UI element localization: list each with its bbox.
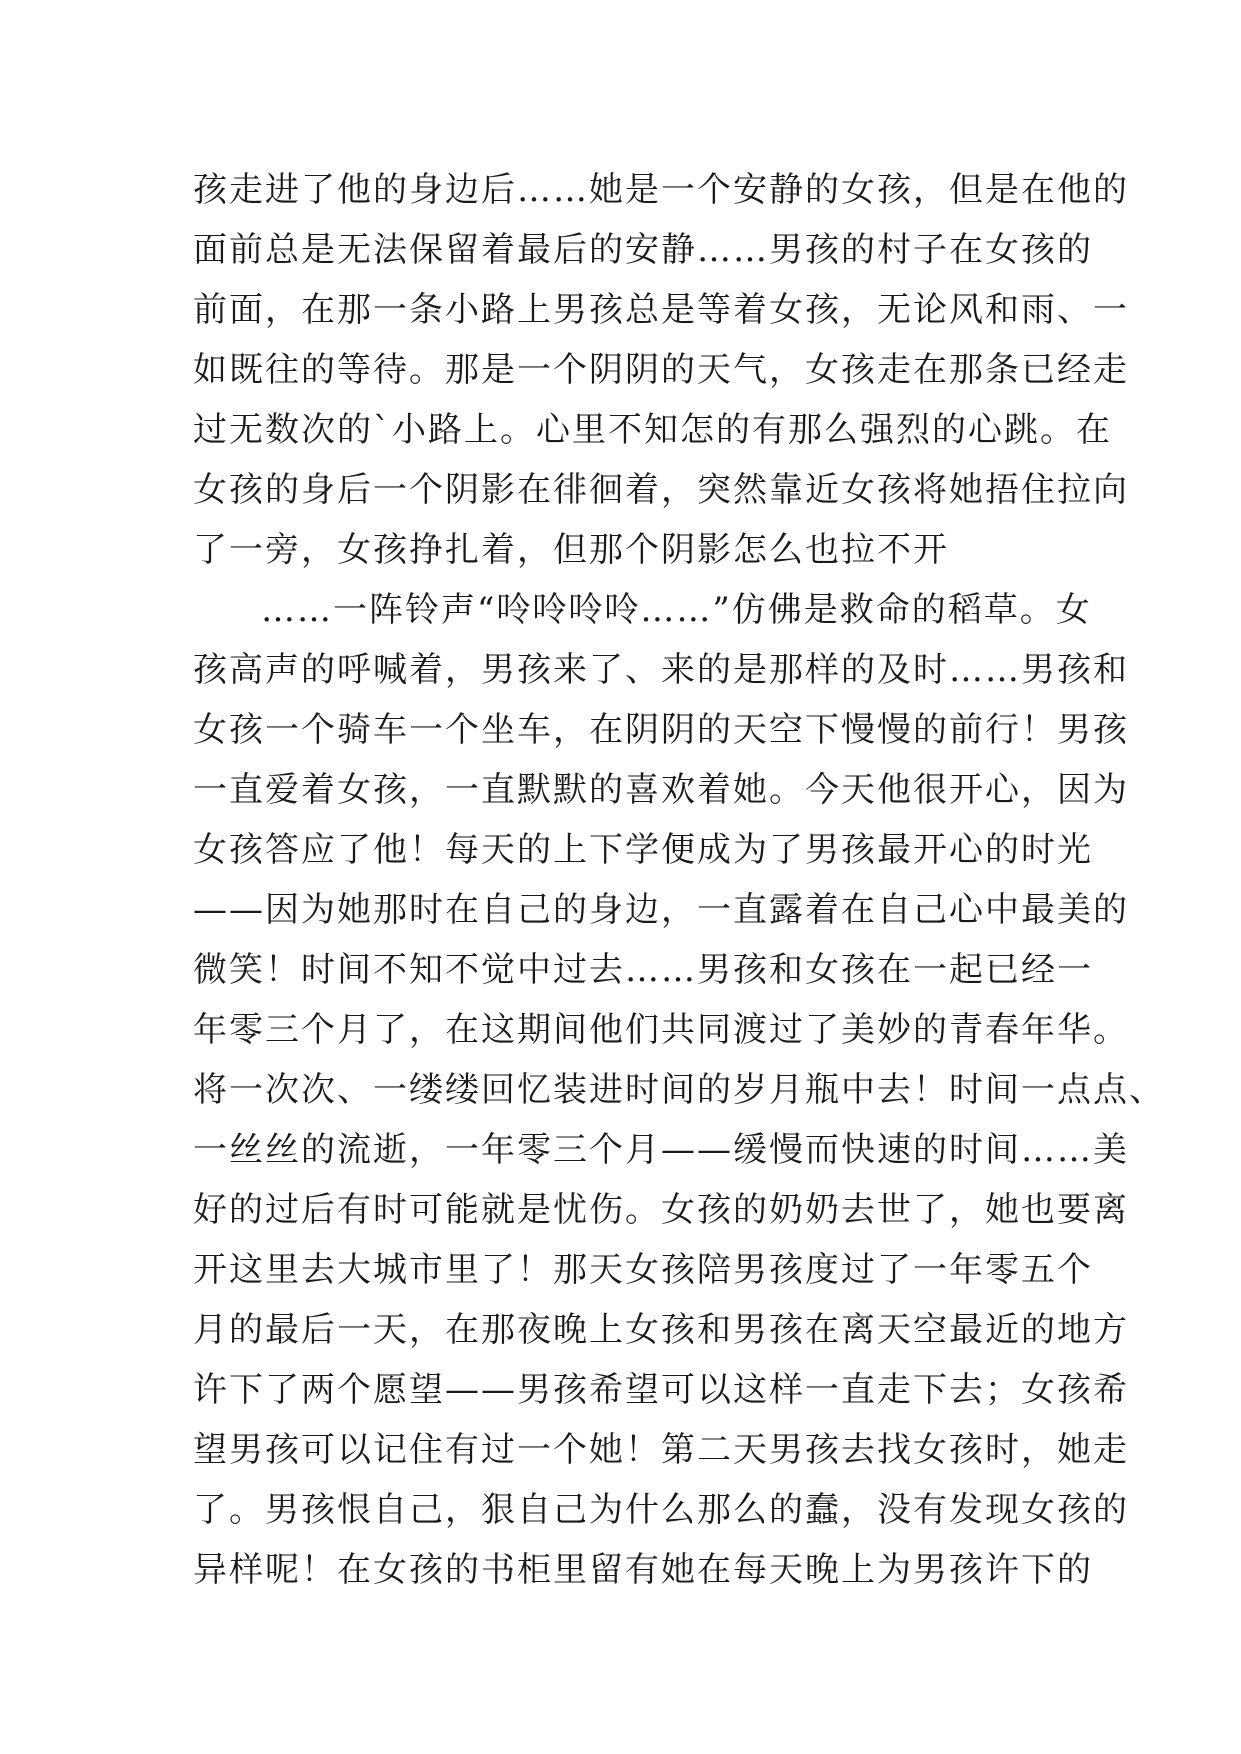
text-line: 了一旁，女孩挣扎着，但那个阴影怎么也拉不开 [193, 530, 949, 570]
text-line: 将一次次、一缕缕回忆装进时间的岁月瓶中去！时间一点点、 [193, 1070, 1165, 1110]
text-line: 过无数次的`小路上。心里不知怎的有那么强烈的心跳。在 [193, 410, 1112, 450]
text-line: ——因为她那时在自己的身边，一直露着在自己心中最美的 [193, 890, 1129, 930]
body-text [193, 160, 1165, 1600]
text-line: 望男孩可以记住有过一个她！第二天男孩去找女孩时，她走 [193, 1430, 1129, 1470]
text-line: 一直爱着女孩，一直默默的喜欢着她。今天他很开心，因为 [193, 770, 1129, 810]
text-line: 了。男孩恨自己，狠自己为什么那么的蠢，没有发现女孩的 [193, 1490, 1129, 1530]
text-line: 一丝丝的流逝，一年零三个月——缓慢而快速的时间……美 [193, 1130, 1129, 1170]
text-line: 年零三个月了，在这期间他们共同渡过了美妙的青春年华。 [193, 1010, 1129, 1050]
text-line: 好的过后有时可能就是忧伤。女孩的奶奶去世了，她也要离 [193, 1190, 1129, 1230]
text-line: 开这里去大城市里了！那天女孩陪男孩度过了一年零五个 [193, 1250, 1093, 1290]
text-line: 月的最后一天，在那夜晚上女孩和男孩在离天空最近的地方 [193, 1310, 1129, 1350]
text-line: 面前总是无法保留着最后的安静……男孩的村子在女孩的 [193, 230, 1093, 270]
text-line: 孩走进了他的身边后……她是一个安静的女孩，但是在他的 [193, 170, 1129, 210]
text-line: 许下了两个愿望——男孩希望可以这样一直走下去；女孩希 [193, 1370, 1129, 1410]
text-line: 女孩的身后一个阴影在徘徊着，突然靠近女孩将她捂住拉向 [193, 470, 1129, 510]
text-line: 异样呢！在女孩的书柜里留有她在每天晚上为男孩许下的 [193, 1550, 1093, 1590]
text-line: 如既往的等待。那是一个阴阴的天气，女孩走在那条已经走 [193, 350, 1129, 390]
text-line: 前面，在那一条小路上男孩总是等着女孩，无论风和雨、一 [193, 290, 1129, 330]
text-line: 女孩一个骑车一个坐车，在阴阴的天空下慢慢的前行！男孩 [193, 710, 1129, 750]
paragraph-start-line: ……一阵铃声“呤呤呤呤……”仿佛是救命的稻草。女 [261, 590, 1092, 630]
text-line: 微笑！时间不知不觉中过去……男孩和女孩在一起已经一 [193, 950, 1093, 990]
text-line: 女孩答应了他！每天的上下学便成为了男孩最开心的时光 [193, 830, 1093, 870]
text-line: 孩高声的呼喊着，男孩来了、来的是那样的及时……男孩和 [193, 650, 1129, 690]
